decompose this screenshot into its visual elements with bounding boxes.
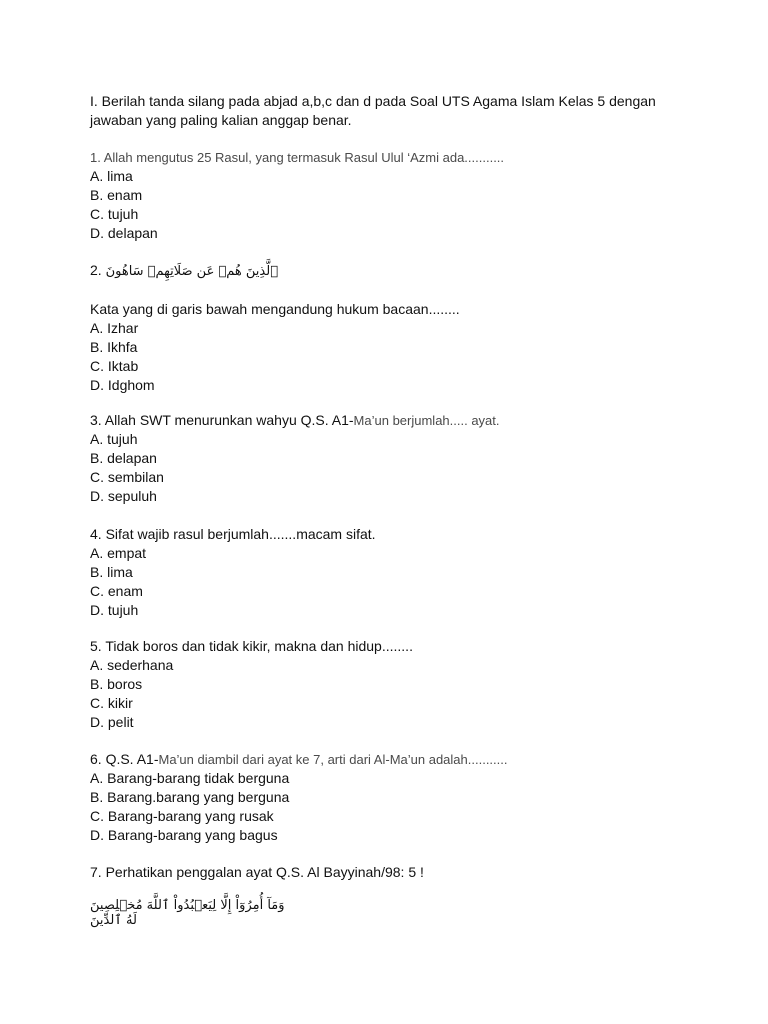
question-7 — [90, 863, 690, 882]
question-stem-part: Ma’un berjumlah..... ayat. — [353, 413, 500, 428]
question-stem — [90, 411, 690, 430]
option-a: A. empat — [90, 545, 147, 561]
question-stem — [90, 750, 690, 769]
option-d: D. sepuluh — [90, 488, 157, 504]
question-stem: 1. Allah mengutus 25 Rasul, yang termasuk Rasul Ulul ‘Azmi ada........... — [90, 150, 505, 165]
option-b: B. delapan — [90, 450, 157, 466]
question-5 — [90, 637, 690, 732]
option-c: C. tujuh — [90, 206, 139, 222]
option-c: C. Iktab — [90, 358, 139, 374]
option-b: B. lima — [90, 564, 133, 580]
question-stem: 5. Tidak boros dan tidak kikir, makna dan hidup........ — [90, 638, 413, 654]
question-stem: Kata yang di garis bawah mengandung hukum bacaan........ — [90, 301, 460, 317]
option-b: B. Ikhfa — [90, 339, 138, 355]
option-c: C. kikir — [90, 695, 133, 711]
instructions: I. Berilah tanda silang pada abjad a,b,c dan d pada Soal UTS Agama Islam Kelas 5 dengan jawaban yang paling kalian anggap benar. — [90, 93, 656, 128]
question-stem: 4. Sifat wajib rasul berjumlah.......macam sifat. — [90, 526, 376, 542]
question-number: 2. — [90, 262, 102, 278]
option-a: A. tujuh — [90, 431, 138, 447]
option-a: A. Izhar — [90, 320, 139, 336]
question-stem-part: Ma’un diambil dari ayat ke 7, arti dari Al-Ma’un adalah........... — [158, 752, 508, 767]
option-b: B. Barang.barang yang berguna — [90, 789, 290, 805]
option-a: A. sederhana — [90, 657, 174, 673]
option-a: A. lima — [90, 168, 133, 184]
question-stem: 7. Perhatikan penggalan ayat Q.S. Al Bayyinah/98: 5 ! — [90, 864, 424, 880]
arabic-verse: ٱلَّذِينَ هُمۡ عَن صَلَاتِهِمۡ سَاهُونَ — [105, 264, 278, 279]
option-a: A. Barang-barang tidak berguna — [90, 770, 290, 786]
question-2 — [90, 258, 690, 395]
option-c: C. enam — [90, 583, 143, 599]
question-stem-part: 6. Q.S. A1- — [90, 751, 159, 767]
question-4 — [90, 525, 690, 620]
arabic-verse: وَمَآ أُمِرُوٓاْ إِلَّا لِيَعۡبُدُواْ ٱللَّهَ مُخۡلِصِينَ لَهُ ٱلدِّينَ — [90, 898, 285, 928]
option-d: D. Barang-barang yang bagus — [90, 827, 278, 843]
option-d: D. Idghom — [90, 377, 155, 393]
option-c: C. Barang-barang yang rusak — [90, 808, 274, 824]
option-d: D. delapan — [90, 225, 158, 241]
question-3 — [90, 411, 690, 506]
question-2-verse — [90, 258, 690, 282]
option-b: B. enam — [90, 187, 143, 203]
question-6 — [90, 750, 690, 845]
option-d: D. pelit — [90, 714, 134, 730]
option-d: D. tujuh — [90, 602, 139, 618]
option-b: B. boros — [90, 676, 143, 692]
question-stem-part: 3. Allah SWT menurunkan wahyu Q.S. A1- — [90, 412, 354, 428]
question-1 — [90, 148, 690, 243]
option-c: C. sembilan — [90, 469, 164, 485]
